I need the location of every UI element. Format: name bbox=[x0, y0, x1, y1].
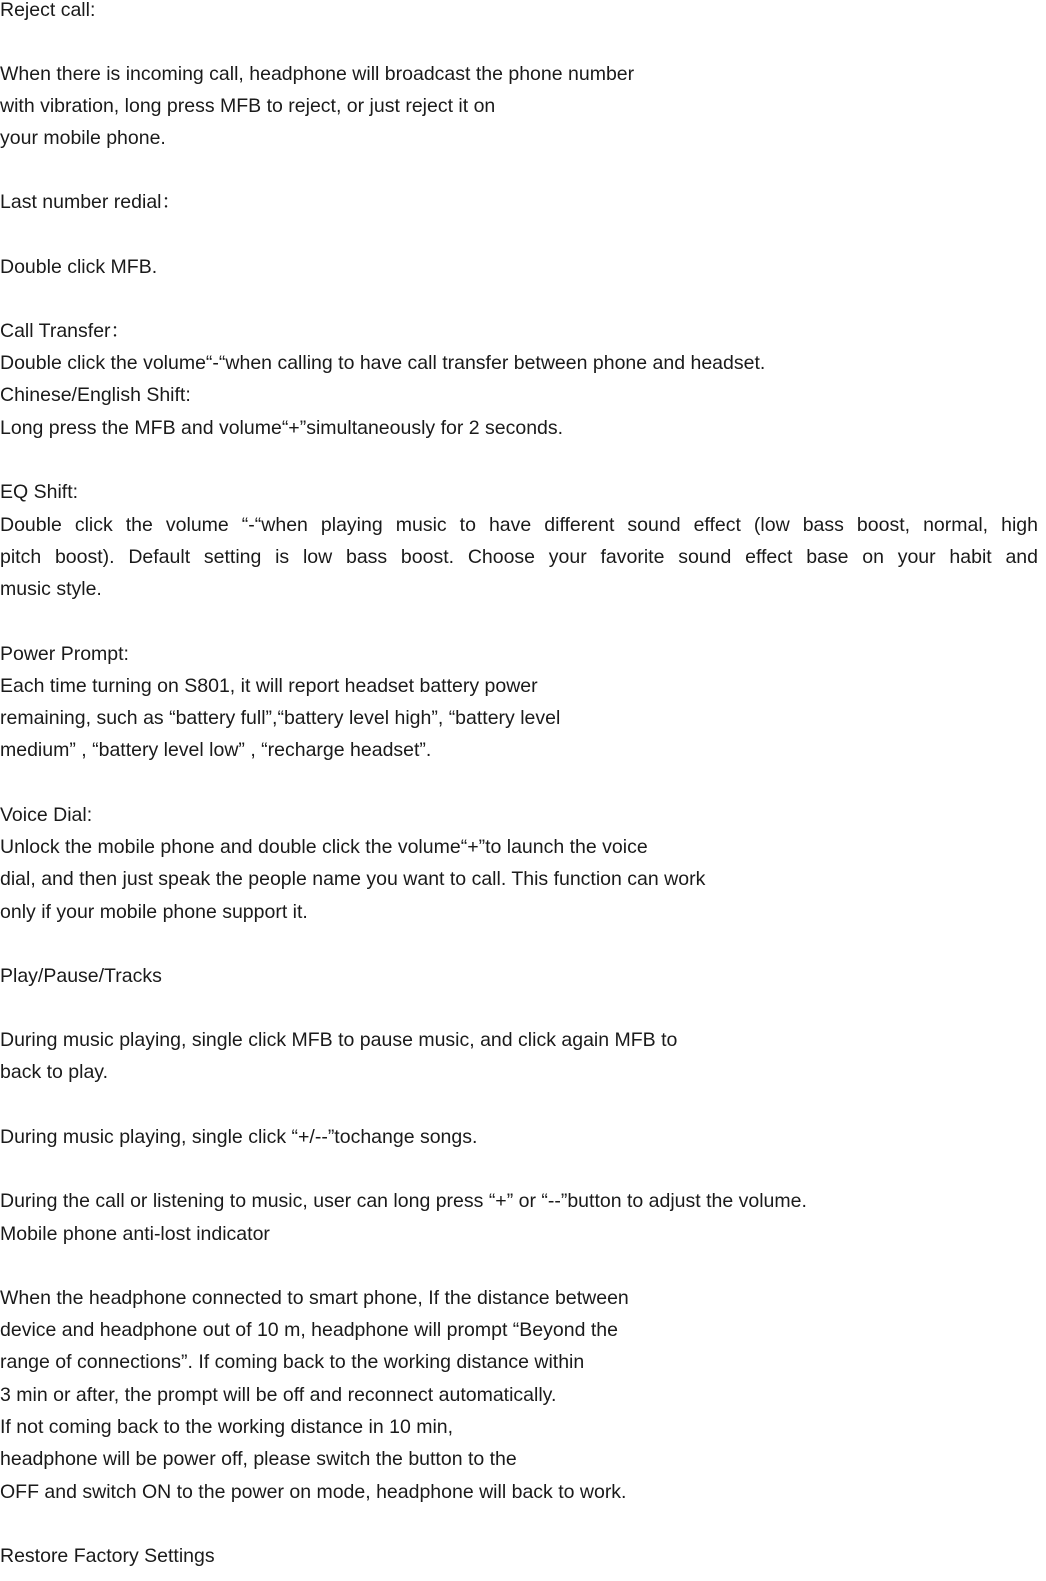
paragraph-line: remaining, such as “battery full”,“battery level high”, “battery level bbox=[0, 707, 561, 729]
paragraph-line: your mobile phone. bbox=[0, 127, 166, 149]
heading-call-transfer: Call Transfer： bbox=[0, 320, 131, 342]
heading-power-prompt: Power Prompt: bbox=[0, 643, 129, 665]
paragraph-line: 3 min or after, the prompt will be off and reconnect automatically. bbox=[0, 1384, 557, 1406]
heading-last-number-redial: Last number redial： bbox=[0, 191, 182, 213]
heading-chinese-english-shift: Chinese/English Shift: bbox=[0, 384, 191, 406]
paragraph-line: When the headphone connected to smart phone, If the distance between bbox=[0, 1287, 629, 1309]
heading-reject-call: Reject call: bbox=[0, 0, 96, 21]
paragraph-line: range of connections”. If coming back to the working distance within bbox=[0, 1351, 585, 1373]
heading-anti-lost-indicator: Mobile phone anti-lost indicator bbox=[0, 1223, 270, 1245]
heading-eq-shift: EQ Shift: bbox=[0, 481, 79, 503]
paragraph-line: headphone will be power off, please switch the button to the bbox=[0, 1448, 517, 1470]
paragraph-line: music style. bbox=[0, 578, 102, 600]
paragraph-line: During music playing, single click MFB to pause music, and click again MFB to bbox=[0, 1029, 678, 1051]
paragraph-line: Unlock the mobile phone and double click the volume“+”to launch the voice bbox=[0, 836, 648, 858]
paragraph-line: When there is incoming call, headphone will broadcast the phone number bbox=[0, 63, 635, 85]
paragraph-line: only if your mobile phone support it. bbox=[0, 901, 308, 923]
paragraph-line: device and headphone out of 10 m, headphone will prompt “Beyond the bbox=[0, 1319, 618, 1341]
paragraph-line: Double click the volume“-“when calling to have call transfer between phone and headset. bbox=[0, 352, 766, 374]
paragraph-line: If not coming back to the working distance in 10 min, bbox=[0, 1416, 454, 1438]
paragraph-line: OFF and switch ON to the power on mode, headphone will back to work. bbox=[0, 1481, 627, 1503]
heading-play-pause-tracks: Play/Pause/Tracks bbox=[0, 965, 162, 987]
paragraph-line: with vibration, long press MFB to reject, or just reject it on bbox=[0, 95, 496, 117]
paragraph-line: dial, and then just speak the people name you want to call. This function can work bbox=[0, 868, 706, 890]
paragraph-line: Long press the MFB and volume“+”simultaneously for 2 seconds. bbox=[0, 417, 564, 439]
heading-restore-factory-settings: Restore Factory Settings bbox=[0, 1545, 215, 1567]
heading-voice-dial: Voice Dial: bbox=[0, 804, 93, 826]
paragraph-line: Double click MFB. bbox=[0, 256, 158, 278]
paragraph-line: pitch boost). Default setting is low bass boost. Choose your favorite sound effect base on your habit and bbox=[0, 546, 1038, 568]
paragraph-line: medium” , “battery level low” , “recharge headset”. bbox=[0, 739, 432, 761]
paragraph-line: Double click the volume “-“when playing music to have different sound effect (low bass boost, normal, high bbox=[0, 514, 1038, 536]
paragraph-line: During the call or listening to music, user can long press “+” or “--”button to adjust the volume. bbox=[0, 1190, 807, 1212]
paragraph-line: back to play. bbox=[0, 1061, 109, 1083]
paragraph-line: During music playing, single click “+/--”tochange songs. bbox=[0, 1126, 478, 1148]
paragraph-line: Each time turning on S801, it will report headset battery power bbox=[0, 675, 538, 697]
